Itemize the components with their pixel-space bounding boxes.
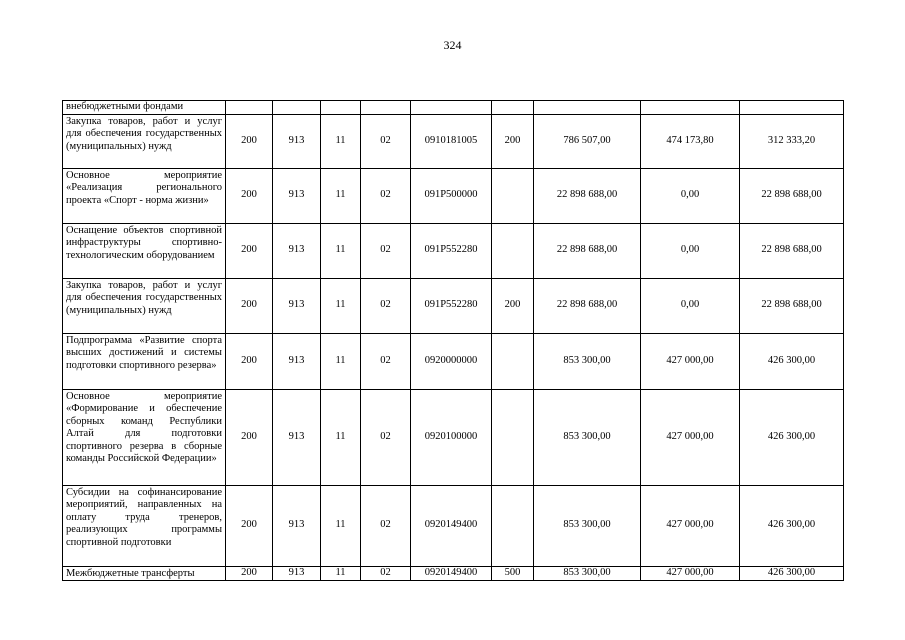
target-article-cell: 0920100000 [411,389,492,485]
section-cell: 11 [321,223,361,278]
table-row [63,168,844,223]
section-cell: 11 [321,389,361,485]
code-2-cell: 913 [273,485,321,566]
subsection-cell: 02 [361,168,411,223]
row-name-cell: Оснащение объектов спортивной инфраструктуры спортивно-технологическим оборудованием [63,223,226,278]
code-1-cell [226,101,273,115]
amount-regional-cell: 312 333,20 [740,114,844,168]
amount-regional-cell: 22 898 688,00 [740,168,844,223]
expense-type-cell [492,389,534,485]
row-name-cell: внебюджетными фондами [63,101,226,115]
amount-total-cell: 22 898 688,00 [534,168,641,223]
target-article-cell: 0920149400 [411,566,492,581]
amount-federal-cell: 0,00 [641,168,740,223]
code-1-cell: 200 [226,333,273,389]
section-cell [321,101,361,115]
row-name-cell: Подпрограмма «Развитие спорта высших достижений и системы подготовки спортивного резерва» [63,333,226,389]
expense-type-cell: 200 [492,278,534,333]
amount-regional-cell: 426 300,00 [740,485,844,566]
amount-regional-cell: 426 300,00 [740,389,844,485]
code-2-cell: 913 [273,566,321,581]
target-article-cell: 091P500000 [411,168,492,223]
target-article-cell: 0920149400 [411,485,492,566]
amount-total-cell: 853 300,00 [534,566,641,581]
code-1-cell: 200 [226,223,273,278]
amount-total-cell: 22 898 688,00 [534,223,641,278]
amount-total-cell: 786 507,00 [534,114,641,168]
table-row [63,114,844,168]
row-name-cell: Закупка товаров, работ и услуг для обеспечения государственных (муниципальных) нужд [63,114,226,168]
code-1-cell: 200 [226,485,273,566]
section-cell: 11 [321,333,361,389]
target-article-cell: 091P552280 [411,223,492,278]
expense-type-cell [492,223,534,278]
section-cell: 11 [321,566,361,581]
code-1-cell: 200 [226,389,273,485]
table-row [63,485,844,566]
subsection-cell: 02 [361,389,411,485]
amount-regional-cell: 426 300,00 [740,566,844,581]
expense-type-cell [492,333,534,389]
code-1-cell: 200 [226,168,273,223]
section-cell: 11 [321,114,361,168]
page-number: 324 [443,38,462,52]
code-2-cell: 913 [273,114,321,168]
subsection-cell [361,101,411,115]
row-name-cell: Субсидии на софинансирование мероприятий, направленных на оплату труда тренеров, реализующих программы спортивной подготовки [63,485,226,566]
target-article-cell: 091P552280 [411,278,492,333]
subsection-cell: 02 [361,485,411,566]
section-cell: 11 [321,278,361,333]
subsection-cell: 02 [361,566,411,581]
row-name-cell: Межбюджетные трансферты [63,566,226,581]
table-row [63,389,844,485]
subsection-cell: 02 [361,223,411,278]
target-article-cell: 0910181005 [411,114,492,168]
amount-federal-cell: 427 000,00 [641,333,740,389]
code-2-cell: 913 [273,223,321,278]
code-2-cell: 913 [273,389,321,485]
expense-type-cell [492,101,534,115]
code-2-cell [273,101,321,115]
table-row [63,101,844,115]
amount-federal-cell: 0,00 [641,223,740,278]
amount-federal-cell: 474 173,80 [641,114,740,168]
code-2-cell: 913 [273,333,321,389]
subsection-cell: 02 [361,278,411,333]
target-article-cell [411,101,492,115]
amount-federal-cell: 427 000,00 [641,566,740,581]
row-name-cell: Основное мероприятие «Реализация регионального проекта «Спорт - норма жизни» [63,168,226,223]
amount-regional-cell: 22 898 688,00 [740,278,844,333]
section-cell: 11 [321,168,361,223]
amount-federal-cell: 0,00 [641,278,740,333]
code-2-cell: 913 [273,278,321,333]
amount-total-cell [534,101,641,115]
amount-regional-cell: 22 898 688,00 [740,223,844,278]
row-name-cell: Основное мероприятие «Формирование и обеспечение сборных команд Республики Алтай для подготовки спортивного резерва в сборные команды Российской Федерации» [63,389,226,485]
expense-type-cell: 200 [492,114,534,168]
expense-type-cell: 500 [492,566,534,581]
amount-federal-cell: 427 000,00 [641,389,740,485]
budget-table [62,100,844,581]
amount-federal-cell: 427 000,00 [641,485,740,566]
amount-regional-cell [740,101,844,115]
row-name-cell: Закупка товаров, работ и услуг для обеспечения государственных (муниципальных) нужд [63,278,226,333]
expense-type-cell [492,485,534,566]
table-row [63,566,844,581]
target-article-cell: 0920000000 [411,333,492,389]
amount-total-cell: 853 300,00 [534,485,641,566]
amount-federal-cell [641,101,740,115]
table-row [63,333,844,389]
amount-total-cell: 22 898 688,00 [534,278,641,333]
amount-total-cell: 853 300,00 [534,333,641,389]
amount-regional-cell: 426 300,00 [740,333,844,389]
subsection-cell: 02 [361,333,411,389]
section-cell: 11 [321,485,361,566]
table-row [63,278,844,333]
code-2-cell: 913 [273,168,321,223]
expense-type-cell [492,168,534,223]
table-row [63,223,844,278]
code-1-cell: 200 [226,114,273,168]
code-1-cell: 200 [226,278,273,333]
subsection-cell: 02 [361,114,411,168]
code-1-cell: 200 [226,566,273,581]
amount-total-cell: 853 300,00 [534,389,641,485]
